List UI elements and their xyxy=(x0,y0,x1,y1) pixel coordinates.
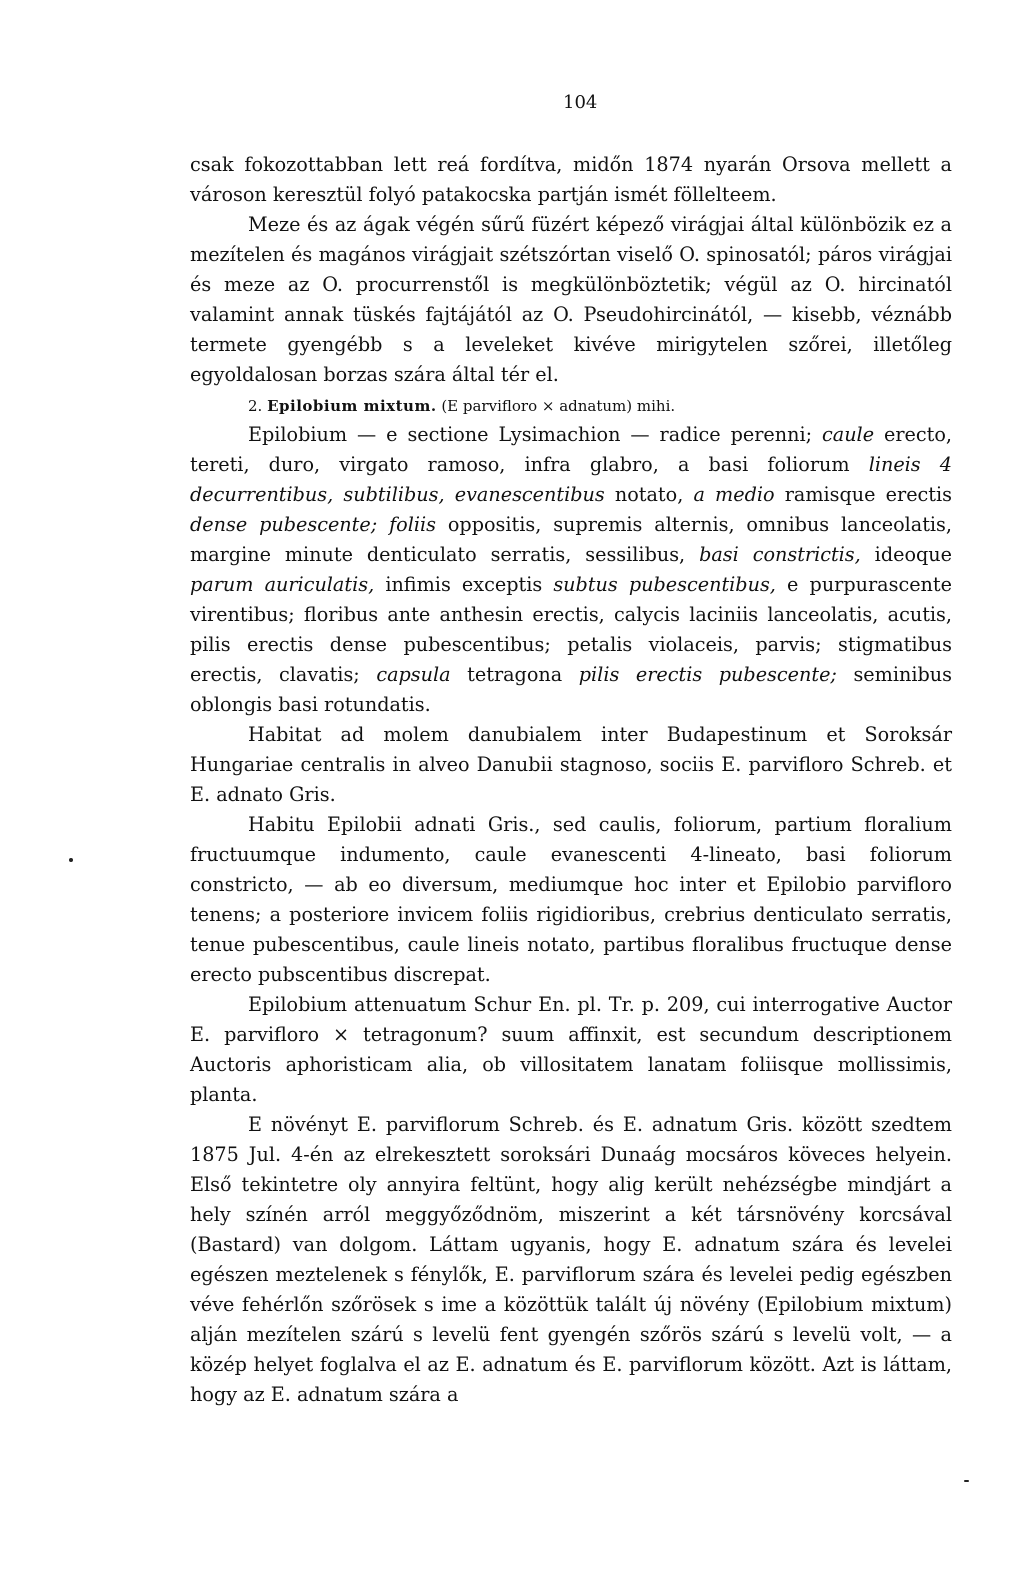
species-heading xyxy=(190,392,952,420)
text-run: ideoque xyxy=(860,543,952,566)
italic-run: lineis 4 decurrentibus, subtilibus, evanescentibus xyxy=(190,453,952,506)
margin-speck xyxy=(964,1480,969,1482)
text-run: erecto, tereti, duro, virgato ramoso, infra glabro, a basi foliorum xyxy=(190,423,952,476)
text-run: 2. xyxy=(248,397,268,415)
text-run: infimis exceptis xyxy=(374,573,554,596)
paragraph xyxy=(190,1110,952,1410)
paragraph xyxy=(190,810,952,990)
page-number: 104 xyxy=(563,92,598,113)
text-run: Epilobium attenuatum Schur En. pl. Tr. p. 209, cui interrogative Auctor E. parvifloro × tetragonum? suum affinxit, est secundum descriptionem Auctoris aphoristicam alia, ob villositatem lanatam foliisque mollissimis, planta. xyxy=(190,993,952,1106)
bold-run: Epilobium mixtum. xyxy=(267,397,437,415)
text-run: E növényt E. parviflorum Schreb. és E. adnatum Gris. között szedtem 1875 Jul. 4-én az elrekesztett soroksári Dunaág mocsáros köveces helyein. Első tekintetre oly annyira feltünt, hogy alig került nehézségbe mindjárt a hely színén arról meggyőződnöm, miszerint a két társnövény korcsával (Bastard) van dolgom. Láttam ugyanis, hogy E. adnatum szára és levelei egészen meztelenek s fénylők, E. parviflorum szára és levelei pedig egészben véve fehérlőn szőrösek s ime a közöttük talált új növény (Epilobium mixtum) alján mezítelen szárú s levelü fent gyengén szőrös szárú s levelü volt, — a közép helyet foglalva el az E. adnatum és E. parviflorum között. Azt is láttam, hogy az E. adnatum szára a xyxy=(190,1113,952,1406)
paragraph xyxy=(190,420,952,720)
paragraph xyxy=(190,210,952,390)
body-text xyxy=(190,150,952,1410)
text-run: ramisque erectis xyxy=(774,483,952,506)
text-run: Meze és az ágak végén sűrű füzért képező virágjai által különbözik ez a mezítelen és magános virágjait szétszórtan viselő O. spinosatól; páros virágjai és meze az O. procurrenstől is megkülönböztetik; végül az O. hircinatól valamint annak tüskés fajtájától az O. Pseudohircinától, — kisebb, véznább termete gyengébb s a leveleket kivéve mirigytelen szőrei, illetőleg egyoldalosan borzas szára által tér el. xyxy=(190,213,952,386)
text-run: tetragona xyxy=(450,663,579,686)
text-run: seminibus oblongis basi rotundatis. xyxy=(190,663,952,716)
italic-run: dense pubescente; foliis xyxy=(190,513,436,536)
text-run: e purpurascente virentibus; floribus ante anthesin erectis, calycis laciniis lanceolatis, acutis, pilis erectis dense pubescentibus; petalis violaceis, parvis; stigmatibus erectis, clavatis; xyxy=(190,573,952,686)
italic-run: basi constrictis, xyxy=(699,543,861,566)
italic-run: parum auriculatis, xyxy=(190,573,375,596)
italic-run: a medio xyxy=(693,483,775,506)
text-run: Habitu Epilobii adnati Gris., sed caulis, foliorum, partium floralium fructuumque indumento, caule evanescenti 4-lineato, basi foliorum constricto, — ab eo diversum, mediumque hoc inter et Epilobio parvifloro tenens; a posteriore invicem foliis rigidioribus, crebrius denticulato serratis, tenue pubescentibus, caule lineis notato, partibus floralibus fructuque dense erecto pubscentibus discrepat. xyxy=(190,813,952,986)
text-run: Habitat ad molem danubialem inter Budapestinum et Soroksár Hungariae centralis in alveo Danubii stagnoso, sociis E. parvifloro Schreb. et E. adnato Gris. xyxy=(190,723,952,806)
paragraph xyxy=(190,990,952,1110)
text-run: csak fokozottabban lett reá fordítva, midőn 1874 nyarán Orsova mellett a városon keresztül folyó patakocska partján ismét föllelteem. xyxy=(190,153,952,206)
margin-speck xyxy=(69,858,73,862)
text-run: (E parvifloro × adnatum) mihi. xyxy=(436,397,676,415)
italic-run: caule xyxy=(822,423,875,446)
italic-run: capsula xyxy=(376,663,451,686)
paragraph xyxy=(190,720,952,810)
text-run: notato, xyxy=(604,483,694,506)
paragraph xyxy=(190,150,952,210)
italic-run: pilis erectis pubescente; xyxy=(578,663,837,686)
text-run: oppositis, supremis alternis, omnibus lanceolatis, margine minute denticulato serratis, sessilibus, xyxy=(190,513,952,566)
text-run: Epilobium — e sectione Lysimachion — radice perenni; xyxy=(248,423,823,446)
italic-run: subtus pubescentibus, xyxy=(553,573,776,596)
